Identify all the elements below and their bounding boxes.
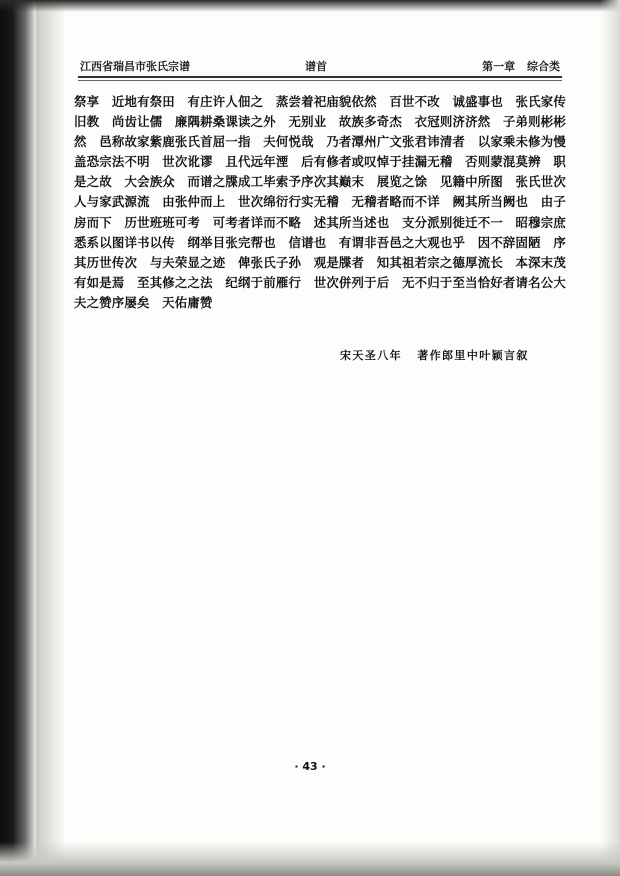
header-chapter: 第一章 综合类 — [482, 60, 560, 73]
bottom-edge-shadow — [0, 842, 620, 876]
book-gutter-shadow — [0, 0, 36, 876]
header-rule-thin — [78, 80, 562, 81]
header-book-title: 江西省瑞昌市张氏宗谱 — [80, 60, 190, 73]
header-rule-thick — [78, 76, 562, 78]
top-edge-shadow — [0, 0, 620, 12]
header-section: 谱首 — [305, 60, 327, 73]
preface-paragraph: 祭享 近地有祭田 有庄许人佃之 蒸尝着祀庙貌依然 百世不改 诚盛事也 张氏家传旧教 尚齿让儒 廉隅耕桑课读之外 无别业 故族多奇杰 衣冠则济济然 子弟则彬彬然 邑称故家紫鹿张氏首屈一指 夫何悦哉 乃者潭州广文张君讳清者 以家乘未修为慢 盖恐宗法不明 世次讹谬 且代远年湮 后有修者或叹悼于挂漏无稽 否则蒙混莫辨 职是之故 大会族众 而谱之牒成工毕索予序次其巅末 展览之馀 见籍中所图 张氏世次人与家武源流 由张仲而上 世次绵衍行实无稽 无稽者略而不详 阙其所当阙也 由子房而下 历世班班可考 可考者详而不略 述其所当述也 支分派别徙迁不一 昭穆宗庶悉系以图详书以传 纲举目张完帮也 信谱也 有谓非吾邑之大观也乎 因不辞固陋 序其历世传次 与夫荣显之迹 俾张氏子孙 观是牒者 知其祖若宗之德厚流长 本深末茂 有如是焉 至其修之之法 纪纲于前雁行 世次併列于后 无不归于至当恰好者请名公大夫之赞序屡矣 天佑庸赞 — [74, 94, 579, 310]
running-header — [80, 58, 560, 76]
preface-body — [74, 92, 579, 313]
author-signature: 宋天圣八年 著作郎里中叶颖言叙 — [340, 349, 529, 362]
page-number: · 43 · — [294, 760, 326, 773]
right-edge-shadow — [600, 0, 620, 876]
gutter-gradient — [36, 0, 66, 876]
